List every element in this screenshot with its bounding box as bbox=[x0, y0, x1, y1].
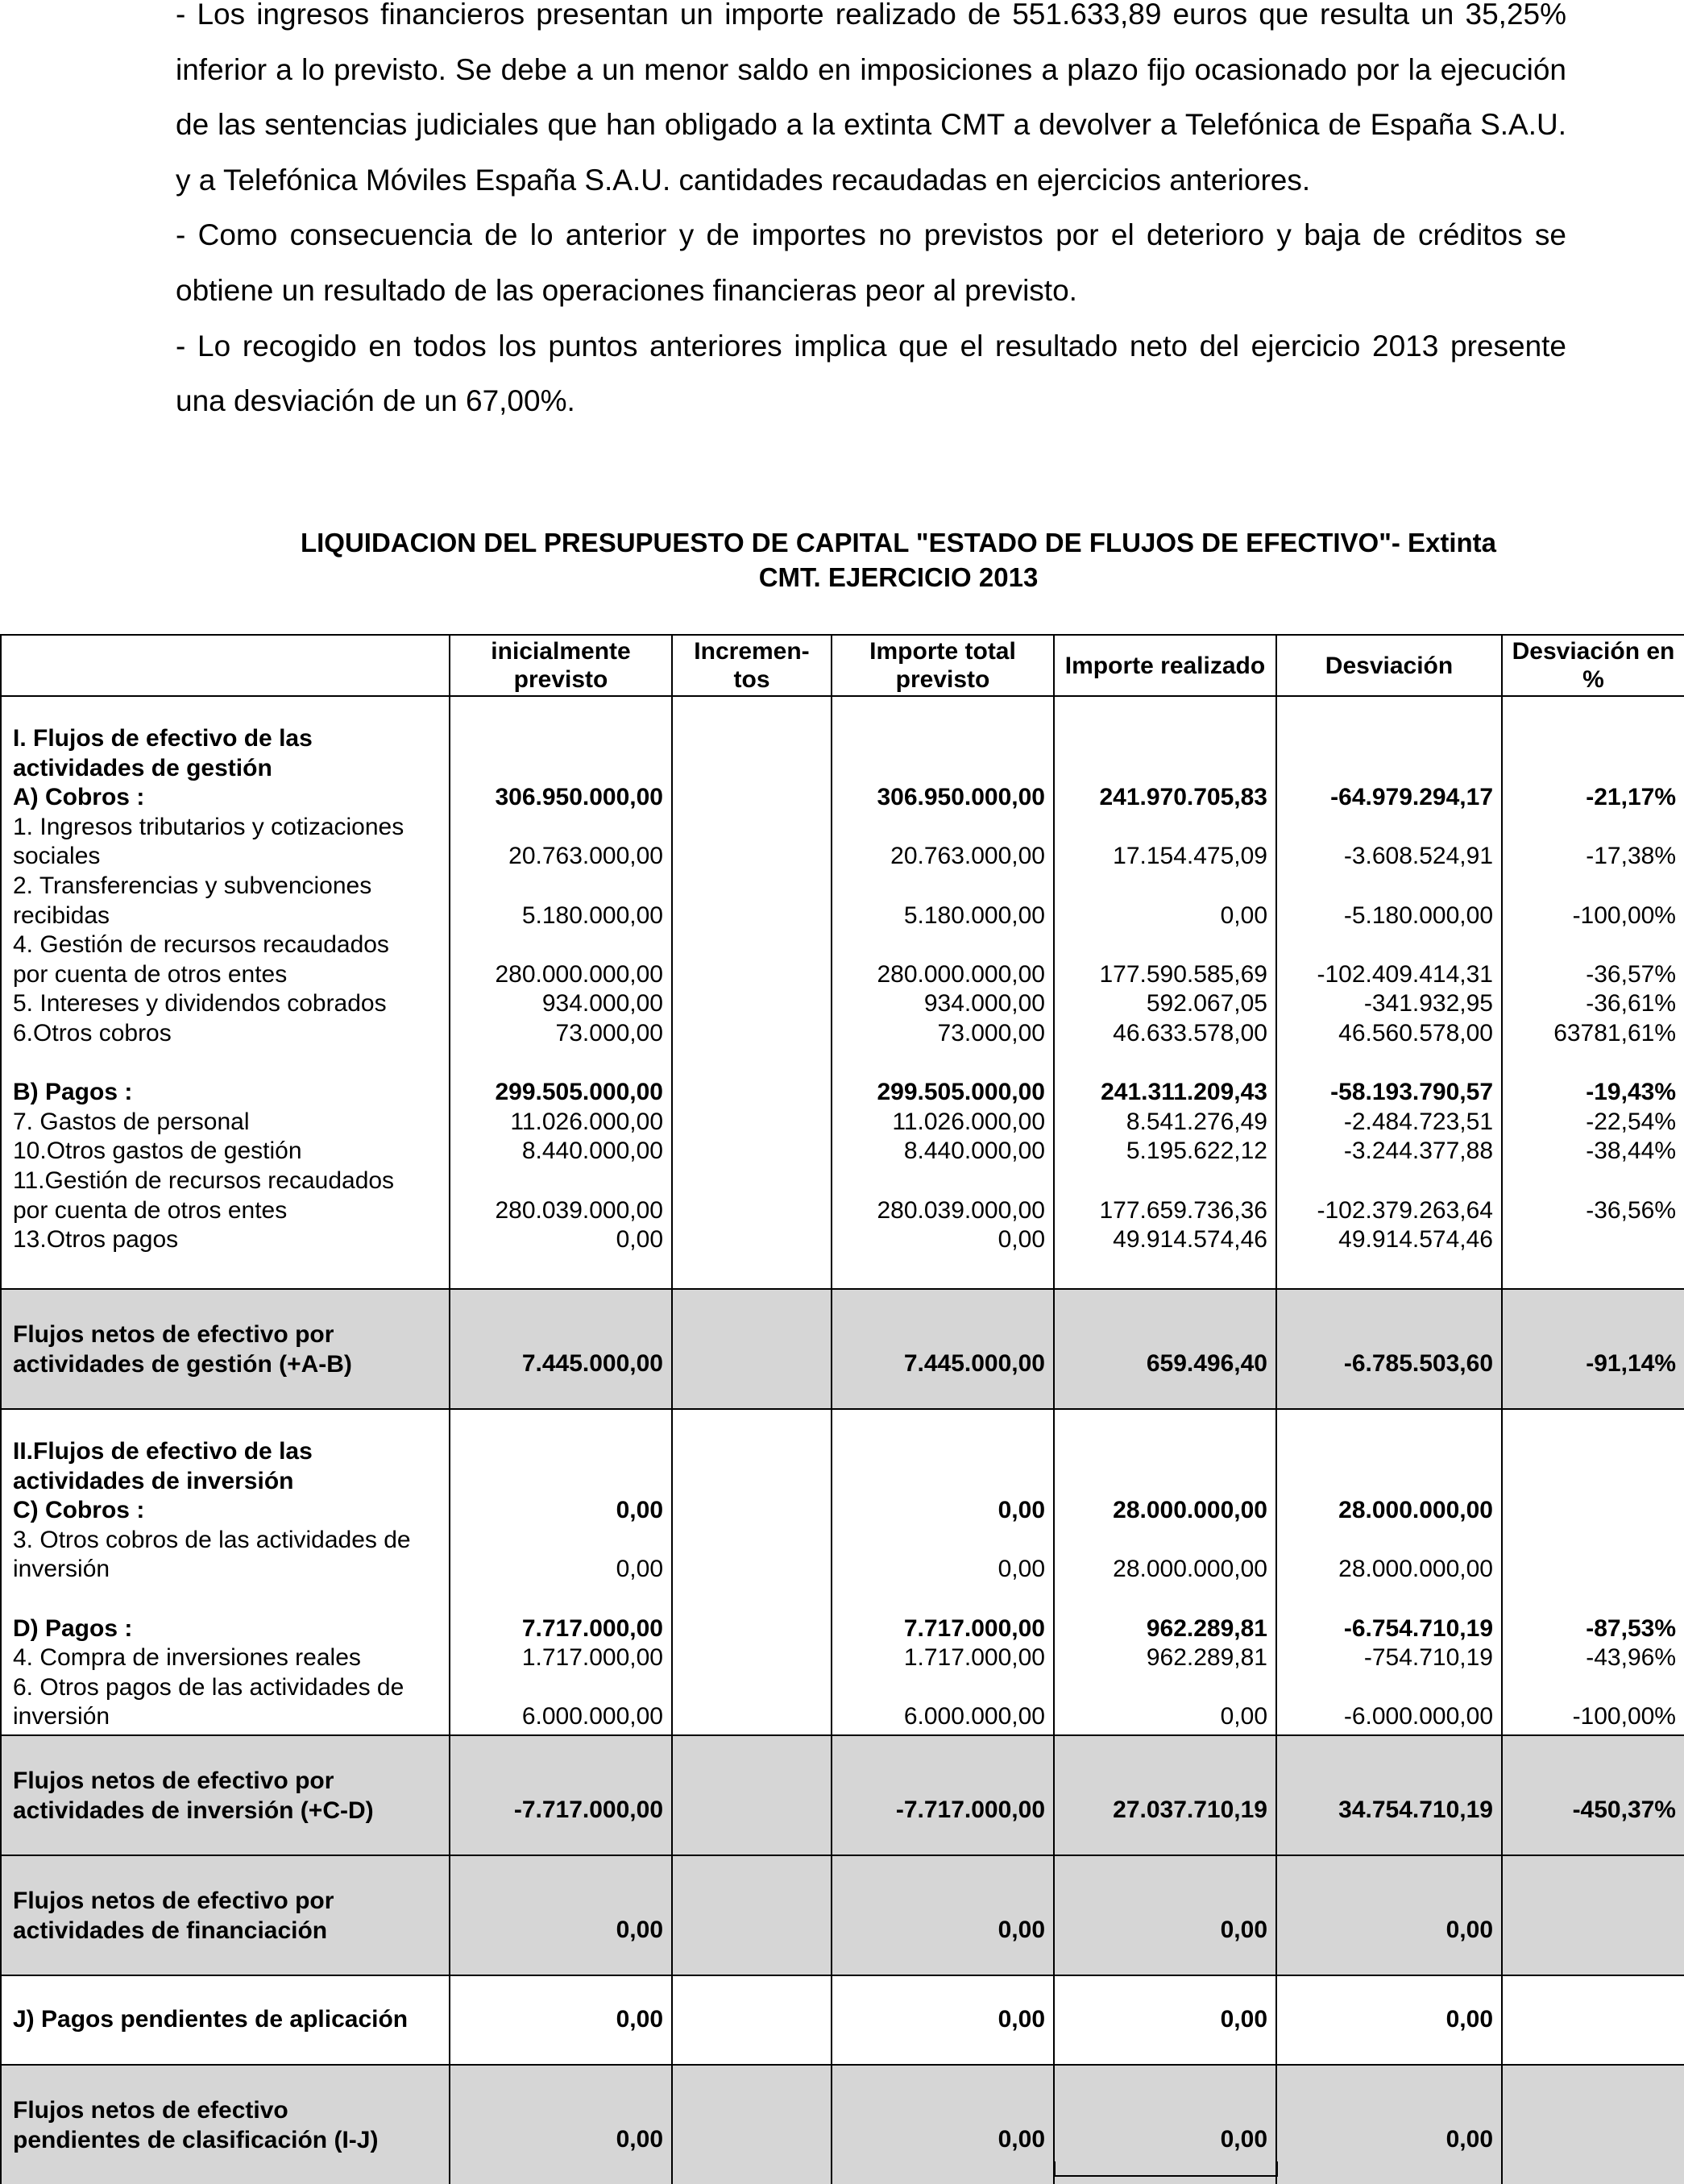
table-line: por cuenta de otros entes bbox=[13, 960, 288, 988]
table-line: 7.717.000,00 bbox=[521, 1614, 663, 1642]
table-title bbox=[201, 525, 1595, 595]
table-line: 0,00 bbox=[998, 1226, 1045, 1254]
table-line: C) Cobros : bbox=[13, 1497, 145, 1524]
table-line bbox=[458, 813, 663, 843]
table-line bbox=[1511, 1467, 1676, 1497]
cash-flow-table bbox=[0, 634, 1684, 2184]
table-line: 46.560.578,00 bbox=[1338, 1019, 1493, 1046]
row-netos-inversion bbox=[1, 1735, 1684, 1855]
table-title-line-2: CMT. EJERCICIO 2013 bbox=[758, 562, 1039, 592]
row-netos-pendientes bbox=[1, 2065, 1684, 2184]
table-line bbox=[840, 1673, 1045, 1703]
pagos-pendientes-realizado: 0,00 bbox=[1054, 1975, 1276, 2065]
table-line bbox=[458, 930, 663, 960]
table-line: -6.754.710,19 bbox=[1343, 1614, 1493, 1642]
table-line bbox=[1063, 1526, 1267, 1556]
table-line: B) Pagos : bbox=[13, 1079, 133, 1106]
netos-pendientes-inicial: 0,00 bbox=[450, 2065, 672, 2184]
table-line bbox=[1063, 1049, 1267, 1079]
table-line bbox=[1285, 1526, 1493, 1556]
table-line bbox=[840, 1526, 1045, 1556]
table-line bbox=[681, 813, 823, 843]
table-line: 63781,61% bbox=[1553, 1019, 1676, 1046]
table-line bbox=[681, 1614, 823, 1644]
table-line bbox=[681, 1643, 823, 1673]
table-line bbox=[1285, 1167, 1493, 1196]
table-line: -5.180.000,00 bbox=[1343, 901, 1493, 929]
table-line bbox=[681, 1225, 823, 1255]
netos-gestion-realizado: 659.496,40 bbox=[1054, 1289, 1276, 1409]
table-line bbox=[840, 754, 1045, 784]
table-line: 20.763.000,00 bbox=[508, 843, 663, 870]
table-line bbox=[1285, 813, 1493, 843]
table-line bbox=[1511, 1225, 1676, 1255]
gestion-realizado bbox=[1063, 724, 1267, 1255]
header-concept bbox=[1, 635, 450, 696]
table-line bbox=[681, 901, 823, 931]
table-line: 46.633.578,00 bbox=[1113, 1019, 1267, 1046]
table-line: 592.067,05 bbox=[1146, 990, 1267, 1017]
row-pagos-pendientes bbox=[1, 1975, 1684, 2065]
inversion-inicial bbox=[458, 1437, 663, 1732]
table-line: 8.541.276,49 bbox=[1126, 1108, 1267, 1135]
table-line: -6.000.000,00 bbox=[1343, 1703, 1493, 1730]
gestion-total bbox=[840, 724, 1045, 1255]
table-line: 0,00 bbox=[616, 1226, 663, 1254]
table-line bbox=[681, 1673, 823, 1703]
table-line bbox=[1063, 1585, 1267, 1614]
table-line: 28.000.000,00 bbox=[1113, 1556, 1267, 1583]
table-line bbox=[681, 1526, 823, 1556]
table-line bbox=[1511, 1049, 1676, 1079]
table-line bbox=[840, 1049, 1045, 1079]
table-line bbox=[840, 1585, 1045, 1614]
table-line bbox=[1063, 1167, 1267, 1196]
table-line bbox=[681, 989, 823, 1019]
table-line bbox=[1511, 1673, 1676, 1703]
table-line: 241.311.209,43 bbox=[1101, 1079, 1267, 1106]
table-line: -102.379.263,64 bbox=[1317, 1196, 1493, 1224]
table-line: -100,00% bbox=[1572, 1703, 1676, 1730]
netos-pendientes-realizado: 0,00 bbox=[1054, 2065, 1276, 2184]
table-line: 10.Otros gastos de gestión bbox=[13, 1138, 302, 1165]
table-line bbox=[681, 754, 823, 784]
inversion-realizado bbox=[1063, 1437, 1267, 1732]
table-line: 73.000,00 bbox=[555, 1019, 663, 1046]
table-line: -43,96% bbox=[1586, 1644, 1676, 1672]
gestion-incrementos bbox=[681, 724, 823, 1255]
intro-paragraph-2: - Como consecuencia de lo anterior y de importes no previstos por el deterioro y baja de créditos se obtiene un resultado de las operaciones financieras peor al previsto. bbox=[176, 218, 1566, 307]
table-line bbox=[1511, 1585, 1676, 1614]
table-line bbox=[681, 930, 823, 960]
netos-financiacion-incrementos bbox=[672, 1855, 832, 1975]
header-inicial: inicialmente previsto bbox=[450, 635, 672, 696]
table-line: por cuenta de otros entes bbox=[13, 1196, 288, 1224]
table-line: 280.000.000,00 bbox=[877, 960, 1045, 988]
table-line: 5.195.622,12 bbox=[1126, 1138, 1267, 1165]
table-line: -36,61% bbox=[1586, 990, 1676, 1017]
table-line: 306.950.000,00 bbox=[495, 784, 663, 811]
netos-financiacion-desviacion: 0,00 bbox=[1276, 1855, 1502, 1975]
netos-pendientes-label-1: Flujos netos de efectivo bbox=[13, 2097, 288, 2124]
row-netos-gestion bbox=[1, 1289, 1684, 1409]
netos-inversion-desviacion: 34.754.710,19 bbox=[1276, 1735, 1502, 1855]
table-line: actividades de inversión bbox=[13, 1467, 294, 1494]
inversion-pct bbox=[1511, 1437, 1676, 1732]
table-title-line-1: LIQUIDACION DEL PRESUPUESTO DE CAPITAL "ESTADO DE FLUJOS DE EFECTIVO"- Extinta bbox=[300, 528, 1497, 557]
table-line: 6.000.000,00 bbox=[903, 1703, 1045, 1730]
netos-inversion-total: -7.717.000,00 bbox=[832, 1735, 1054, 1855]
netos-gestion-total: 7.445.000,00 bbox=[832, 1289, 1054, 1409]
table-line bbox=[458, 1526, 663, 1556]
table-line: -64.979.294,17 bbox=[1330, 784, 1493, 811]
table-line bbox=[1285, 1437, 1493, 1467]
table-line bbox=[458, 1167, 663, 1196]
table-line: -102.409.414,31 bbox=[1317, 960, 1493, 988]
table-line bbox=[1285, 872, 1493, 901]
table-line: 306.950.000,00 bbox=[877, 784, 1045, 811]
table-line bbox=[681, 1496, 823, 1526]
table-line: 177.659.736,36 bbox=[1099, 1196, 1267, 1224]
gestion-labels bbox=[13, 724, 441, 1255]
table-line bbox=[1063, 1437, 1267, 1467]
table-line: 4. Compra de inversiones reales bbox=[13, 1644, 361, 1672]
header-desviacion-pct: Desviación en % bbox=[1502, 635, 1684, 696]
table-line bbox=[681, 1167, 823, 1196]
table-line bbox=[458, 1673, 663, 1703]
table-line: 3. Otros cobros de las actividades de bbox=[13, 1526, 411, 1553]
netos-inversion-pct: -450,37% bbox=[1502, 1735, 1684, 1855]
netos-gestion-label-2: actividades de gestión (+A-B) bbox=[13, 1350, 352, 1378]
inversion-incrementos bbox=[681, 1437, 823, 1732]
netos-pendientes-incrementos bbox=[672, 2065, 832, 2184]
table-line: 1. Ingresos tributarios y cotizaciones bbox=[13, 813, 404, 840]
table-line bbox=[840, 930, 1045, 960]
table-line bbox=[1511, 1526, 1676, 1556]
header-realizado: Importe realizado bbox=[1054, 635, 1276, 696]
table-bottom-edge bbox=[1054, 2161, 1278, 2177]
pagos-pendientes-label: J) Pagos pendientes de aplicación bbox=[1, 1975, 450, 2065]
netos-financiacion-inicial: 0,00 bbox=[450, 1855, 672, 1975]
table-line bbox=[13, 1585, 441, 1614]
table-line: 5.180.000,00 bbox=[903, 901, 1045, 929]
netos-inversion-label-2: actividades de inversión (+C-D) bbox=[13, 1797, 374, 1824]
table-line: actividades de gestión bbox=[13, 754, 272, 781]
table-line: -341.932,95 bbox=[1363, 990, 1493, 1017]
table-line: 1.717.000,00 bbox=[903, 1644, 1045, 1672]
netos-gestion-desviacion: -6.785.503,60 bbox=[1276, 1289, 1502, 1409]
table-line bbox=[840, 1167, 1045, 1196]
table-line: A) Cobros : bbox=[13, 784, 145, 811]
table-line: 11.026.000,00 bbox=[510, 1108, 663, 1135]
netos-pendientes-label-2: pendientes de clasificación (I-J) bbox=[13, 2126, 379, 2153]
table-line bbox=[1285, 754, 1493, 784]
header-total: Importe total previsto bbox=[832, 635, 1054, 696]
table-line: -21,17% bbox=[1586, 784, 1676, 811]
table-line: 20.763.000,00 bbox=[890, 843, 1045, 870]
pagos-pendientes-pct bbox=[1502, 1975, 1684, 2065]
pagos-pendientes-inicial: 0,00 bbox=[450, 1975, 672, 2065]
pagos-pendientes-total: 0,00 bbox=[832, 1975, 1054, 2065]
table-line bbox=[1285, 1049, 1493, 1079]
table-line bbox=[681, 1019, 823, 1049]
table-line bbox=[458, 1585, 663, 1614]
table-line bbox=[681, 1108, 823, 1138]
intro-text bbox=[176, 0, 1566, 429]
table-line bbox=[840, 1437, 1045, 1467]
table-line: 28.000.000,00 bbox=[1338, 1556, 1493, 1583]
table-line bbox=[458, 872, 663, 901]
table-line bbox=[681, 1078, 823, 1108]
netos-pendientes-pct bbox=[1502, 2065, 1684, 2184]
table-line bbox=[1511, 1437, 1676, 1467]
table-line: recibidas bbox=[13, 901, 110, 929]
table-line bbox=[681, 960, 823, 990]
table-line bbox=[1063, 754, 1267, 784]
table-line: -22,54% bbox=[1586, 1108, 1676, 1135]
table-line: 299.505.000,00 bbox=[877, 1079, 1045, 1106]
netos-inversion-label-1: Flujos netos de efectivo por bbox=[13, 1768, 334, 1794]
header-incrementos: Incremen- tos bbox=[672, 635, 832, 696]
table-line bbox=[1285, 1467, 1493, 1497]
table-line bbox=[1063, 1673, 1267, 1703]
table-line bbox=[681, 842, 823, 872]
table-line: -36,57% bbox=[1586, 960, 1676, 988]
table-line bbox=[458, 1467, 663, 1497]
table-line bbox=[840, 724, 1045, 754]
table-line: 0,00 bbox=[998, 1556, 1045, 1583]
table-line: 241.970.705,83 bbox=[1099, 784, 1267, 811]
intro-paragraph-1: - Los ingresos financieros presentan un importe realizado de 551.633,89 euros que resulta un 35,25% inferior a lo previsto. Se debe a un menor saldo en imposiciones a plazo fijo ocasionado por la ejecución de las sentencias judiciales que han obligado a la extinta CMT a devolver a Telefónica de España S.A.U. y a Telefónica Móviles España S.A.U. cantidades recaudadas en ejercicios anteriores. bbox=[176, 0, 1566, 197]
table-line: -754.710,19 bbox=[1363, 1644, 1493, 1672]
table-line bbox=[1285, 724, 1493, 754]
inversion-desviacion bbox=[1285, 1437, 1493, 1732]
header-desviacion: Desviación bbox=[1276, 635, 1502, 696]
table-line bbox=[681, 1555, 823, 1585]
table-line bbox=[681, 1702, 823, 1732]
table-line bbox=[1063, 813, 1267, 843]
inversion-total bbox=[840, 1437, 1045, 1732]
gestion-pct bbox=[1511, 724, 1676, 1255]
pagos-pendientes-incrementos bbox=[672, 1975, 832, 2065]
table-line: 49.914.574,46 bbox=[1113, 1226, 1267, 1254]
table-line bbox=[1511, 724, 1676, 754]
table-line bbox=[458, 1437, 663, 1467]
table-line: D) Pagos : bbox=[13, 1614, 133, 1642]
table-line: 934.000,00 bbox=[923, 990, 1045, 1017]
table-line: 6.Otros cobros bbox=[13, 1019, 172, 1046]
table-line: 0,00 bbox=[616, 1556, 663, 1583]
table-line: inversión bbox=[13, 1556, 110, 1583]
table-line bbox=[681, 1585, 823, 1614]
table-line bbox=[840, 872, 1045, 901]
netos-financiacion-total: 0,00 bbox=[832, 1855, 1054, 1975]
table-line: 7.717.000,00 bbox=[903, 1614, 1045, 1642]
table-line: 299.505.000,00 bbox=[495, 1079, 663, 1106]
netos-financiacion-label-1: Flujos netos de efectivo por bbox=[13, 1888, 334, 1914]
table-line bbox=[1511, 1496, 1676, 1526]
netos-pendientes-total: 0,00 bbox=[832, 2065, 1054, 2184]
table-line: 6. Otros pagos de las actividades de bbox=[13, 1673, 404, 1701]
table-line: 2. Transferencias y subvenciones bbox=[13, 872, 372, 899]
table-line: 49.914.574,46 bbox=[1338, 1226, 1493, 1254]
table-line: 8.440.000,00 bbox=[903, 1138, 1045, 1165]
gestion-desviacion bbox=[1285, 724, 1493, 1255]
table-line bbox=[1063, 872, 1267, 901]
table-line: 1.717.000,00 bbox=[521, 1644, 663, 1672]
table-line: -100,00% bbox=[1572, 901, 1676, 929]
table-line: 17.154.475,09 bbox=[1113, 843, 1267, 870]
table-line bbox=[1285, 1673, 1493, 1703]
table-line bbox=[1511, 930, 1676, 960]
netos-financiacion-realizado: 0,00 bbox=[1054, 1855, 1276, 1975]
table-line: 73.000,00 bbox=[937, 1019, 1045, 1046]
table-line: 13.Otros pagos bbox=[13, 1226, 179, 1254]
table-line: -2.484.723,51 bbox=[1343, 1108, 1493, 1135]
table-line bbox=[681, 1437, 823, 1467]
table-line bbox=[1511, 872, 1676, 901]
row-netos-financiacion bbox=[1, 1855, 1684, 1975]
table-line bbox=[458, 1049, 663, 1079]
table-line bbox=[681, 783, 823, 813]
table-line bbox=[1285, 1585, 1493, 1614]
table-line: 0,00 bbox=[1220, 901, 1267, 929]
table-line: -3.244.377,88 bbox=[1343, 1138, 1493, 1165]
netos-gestion-inicial: 7.445.000,00 bbox=[450, 1289, 672, 1409]
table-line bbox=[681, 1137, 823, 1167]
table-line: 0,00 bbox=[1220, 1703, 1267, 1730]
table-line bbox=[840, 1467, 1045, 1497]
table-line: 0,00 bbox=[998, 1497, 1045, 1524]
table-line: 28.000.000,00 bbox=[1338, 1497, 1493, 1524]
netos-gestion-incrementos bbox=[672, 1289, 832, 1409]
table-line bbox=[1511, 1555, 1676, 1585]
table-line: 962.289,81 bbox=[1146, 1614, 1267, 1642]
table-line: 5.180.000,00 bbox=[521, 901, 663, 929]
table-line bbox=[681, 1196, 823, 1226]
gestion-inicial bbox=[458, 724, 663, 1255]
netos-inversion-realizado: 27.037.710,19 bbox=[1054, 1735, 1276, 1855]
table-line: 0,00 bbox=[616, 1497, 663, 1524]
table-line bbox=[1511, 754, 1676, 784]
table-line bbox=[1063, 1467, 1267, 1497]
netos-gestion-label-1: Flujos netos de efectivo por bbox=[13, 1321, 334, 1348]
table-line: 4. Gestión de recursos recaudados bbox=[13, 931, 389, 959]
table-line: sociales bbox=[13, 843, 101, 870]
table-line bbox=[681, 1049, 823, 1079]
table-line bbox=[840, 813, 1045, 843]
table-line bbox=[681, 724, 823, 754]
table-line: 280.039.000,00 bbox=[877, 1196, 1045, 1224]
table-line: -87,53% bbox=[1586, 1614, 1676, 1642]
netos-inversion-inicial: -7.717.000,00 bbox=[450, 1735, 672, 1855]
table-line: 280.000.000,00 bbox=[495, 960, 663, 988]
table-line: 5. Intereses y dividendos cobrados bbox=[13, 990, 387, 1017]
table-line: 7. Gastos de personal bbox=[13, 1108, 250, 1135]
table-line: -36,56% bbox=[1586, 1196, 1676, 1224]
inversion-labels bbox=[13, 1437, 441, 1732]
table-line: 934.000,00 bbox=[541, 990, 663, 1017]
table-line: 6.000.000,00 bbox=[521, 1703, 663, 1730]
table-line: I. Flujos de efectivo de las bbox=[13, 725, 313, 752]
netos-financiacion-label-2: actividades de financiación bbox=[13, 1917, 328, 1944]
table-line bbox=[1063, 724, 1267, 754]
table-line bbox=[458, 724, 663, 754]
netos-inversion-incrementos bbox=[672, 1735, 832, 1855]
header-row bbox=[1, 635, 1684, 696]
table-line: 177.590.585,69 bbox=[1099, 960, 1267, 988]
table-line bbox=[1511, 813, 1676, 843]
section-inversion bbox=[1, 1409, 1684, 1735]
netos-financiacion-pct bbox=[1502, 1855, 1684, 1975]
table-line bbox=[681, 872, 823, 901]
intro-paragraph-3: - Lo recogido en todos los puntos anteriores implica que el resultado neto del ejercicio 2013 presente una desviación de un 67,00%. bbox=[176, 329, 1566, 418]
table-line bbox=[1285, 930, 1493, 960]
table-line: II.Flujos de efectivo de las bbox=[13, 1438, 313, 1465]
table-line bbox=[1063, 930, 1267, 960]
table-line: -17,38% bbox=[1586, 843, 1676, 870]
table-line: -3.608.524,91 bbox=[1343, 843, 1493, 870]
table-line: -19,43% bbox=[1586, 1079, 1676, 1106]
section-gestion bbox=[1, 696, 1684, 1289]
netos-pendientes-desviacion: 0,00 bbox=[1276, 2065, 1502, 2184]
table-line: 280.039.000,00 bbox=[495, 1196, 663, 1224]
table-line bbox=[681, 1467, 823, 1497]
table-line: -58.193.790,57 bbox=[1330, 1079, 1493, 1106]
pagos-pendientes-desviacion: 0,00 bbox=[1276, 1975, 1502, 2065]
table-line: -38,44% bbox=[1586, 1138, 1676, 1165]
table-line bbox=[458, 754, 663, 784]
table-line: 962.289,81 bbox=[1146, 1644, 1267, 1672]
table-line: 28.000.000,00 bbox=[1113, 1497, 1267, 1524]
table-line: 8.440.000,00 bbox=[521, 1138, 663, 1165]
table-line bbox=[1511, 1167, 1676, 1196]
table-line: 11.Gestión de recursos recaudados bbox=[13, 1167, 395, 1194]
table-line: inversión bbox=[13, 1703, 110, 1730]
netos-gestion-pct: -91,14% bbox=[1502, 1289, 1684, 1409]
table-line bbox=[13, 1049, 441, 1079]
table-line: 11.026.000,00 bbox=[892, 1108, 1045, 1135]
